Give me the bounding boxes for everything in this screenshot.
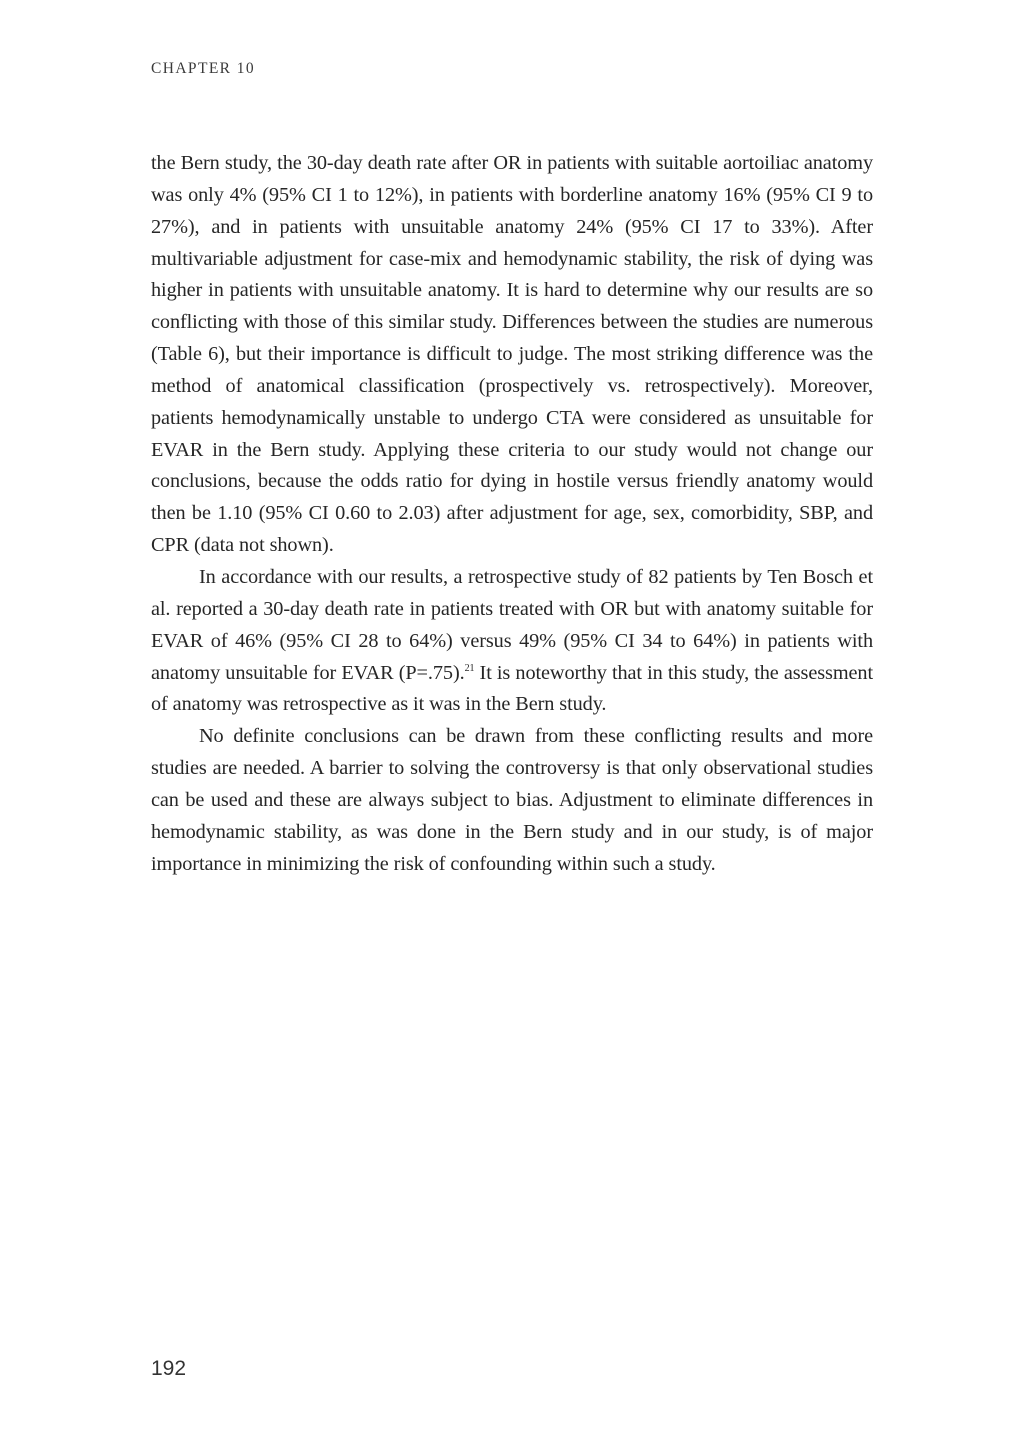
footnote-reference: 21 [464, 662, 475, 674]
paragraph-bern-study: the Bern study, the 30-day death rate after OR in patients with suitable aortoiliac anatomy was only 4% (95% CI 1 to 12%), in patients with borderline anatomy 16% (95% CI 9 to 27%), and in patients with unsuitable anatomy 24% (95% CI 17 to 33%). After multivariable adjustment for case-mix and hemodynamic stability, the risk of dying was higher in patients with unsuitable anatomy. It is hard to determine why our results are so conflicting with those of this similar study. Differences between the studies are numerous (Table 6), but their importance is difficult to judge. The most striking difference was the method of anatomical classification (prospectively vs. retrospectively). Moreover, patients hemodynamically unstable to undergo CTA were considered as unsuitable for EVAR in the Bern study. Applying these criteria to our study would not change our conclusions, because the odds ratio for dying in hostile versus friendly anatomy would then be 1.10 (95% CI 0.60 to 2.03) after adjustment for age, sex, comorbidity, SBP, and CPR (data not shown). [151, 152, 873, 557]
paragraph-ten-bosch-text-after: It is noteworthy that in this study, the assessment of anatomy was retrospective as it was in the Bern study. [151, 661, 873, 716]
paragraph-conclusions: No definite conclusions can be drawn from these conflicting results and more studies are needed. A barrier to solving the controversy is that only observational studies can be used and these are always subject to bias. Adjustment to eliminate differences in hemodynamic stability, as was done in the Bern study and in our study, is of major importance in minimizing the risk of confounding within such a study. [151, 725, 873, 875]
running-header: CHAPTER 10 [151, 60, 255, 77]
page-number: 192 [151, 1357, 187, 1380]
paragraph-ten-bosch-text-before: In accordance with our results, a retrospective study of 82 patients by Ten Bosch et al. reported a 30-day death rate in patients treated with OR but with anatomy suitable for EVAR of 46% (95% CI 28 to 64%) versus 49% (95% CI 34 to 64%) in patients with anatomy unsuitable for EVAR (P=.75). [151, 565, 873, 684]
body-text [151, 148, 873, 880]
paragraph-ten-bosch [151, 562, 873, 721]
